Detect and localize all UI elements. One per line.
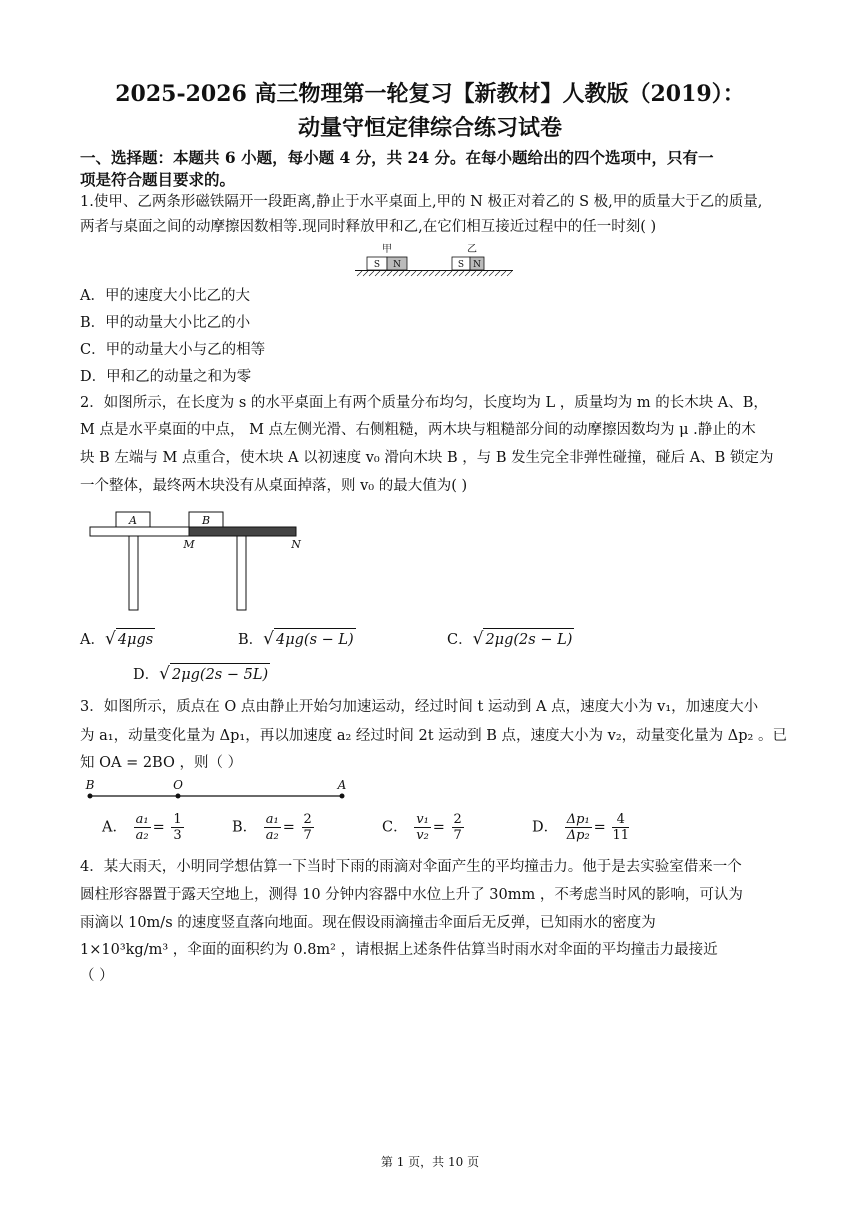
- q1-fig-label-jia: 甲: [382, 244, 392, 255]
- q4-line5: （ ）: [80, 968, 114, 984]
- doc-title-line1: 2025-2026 高三物理第一轮复习【新教材】人教版（2019）：: [115, 81, 745, 107]
- q1-option-d: D．甲和乙的动量之和为零: [80, 369, 252, 385]
- section-heading-line1: 一、选择题：本题共 6 小题，每小题 4 分，共 24 分。在每小题给出的四个选项中，只有一: [80, 148, 714, 167]
- svg-text:A: A: [337, 778, 347, 792]
- page-footer: 第 1 页，共 10 页: [380, 1155, 480, 1169]
- svg-text:S: S: [373, 260, 381, 270]
- q1-line1: 1.使甲、乙两条形磁铁隔开一段距离,静止于水平桌面上,甲的 N 极正对着乙的 S 极,甲的质量大于乙的质量,: [80, 194, 763, 210]
- q2-line2: M 点是水平桌面的中点， M 点左侧光滑、右侧粗糙，两木块与粗糙部分间的动摩擦因数均为 μ .静止的木: [80, 422, 756, 438]
- q4-line1: 4．某大雨天，小明同学想估算一下当时下雨的雨滴对伞面产生的平均撞击力。他于是去实验室借来一个: [80, 859, 742, 875]
- q2-option-c: C．√ 2μg(2s − L): [447, 629, 573, 649]
- svg-text:S: S: [457, 260, 465, 270]
- svg-text:B: B: [201, 514, 211, 527]
- q3-point-b: [88, 794, 93, 799]
- q2-line4: 一个整体，最终两木块没有从桌面掉落，则 v₀ 的最大值为( ): [80, 478, 468, 494]
- q2-line3: 块 B 左端与 M 点重合，使木块 A 以初速度 v₀ 滑向木块 B ，与 B 发生完全非弹性碰撞，碰后 A、B 锁定为: [80, 450, 774, 466]
- q1-fig-label-yi: 乙: [467, 244, 477, 255]
- q3-option-c: C． $\frac{\text{v₁}}{\text{v₂}}$ = $\frac{2}{7}$: [382, 812, 462, 843]
- q2-table-figure: [88, 508, 308, 614]
- q4-line4: 1×10³kg/m³ ，伞面的面积约为 0.8m² ，请根据上述条件估算当时雨水对伞面的平均撞击力最接近: [80, 942, 718, 958]
- svg-text:A: A: [129, 514, 137, 527]
- q2-table-leg-right: [237, 536, 246, 610]
- section-heading-line2: 项是符合题目要求的。: [80, 170, 236, 189]
- q1-magnet-figure: [355, 240, 515, 280]
- svg-text:N: N: [393, 260, 401, 270]
- q2-option-a: A．√ 4μgs: [80, 629, 154, 649]
- q4-line2: 圆柱形容器置于露天空地上，测得 10 分钟内容器中水位上升了 30mm ，不考虑当时风的影响，可认为: [80, 887, 743, 903]
- q4-line3: 雨滴以 10m/s 的速度竖直落向地面。现在假设雨滴撞击伞面后无反弹，已知雨水的密度为: [80, 915, 656, 931]
- q3-point-a: [340, 794, 345, 799]
- svg-text:B: B: [85, 778, 95, 792]
- q1-option-c: C．甲的动量大小与乙的相等: [80, 342, 266, 358]
- q2-option-d: D．√ 2μg(2s − 5L): [133, 664, 269, 684]
- svg-text:O: O: [173, 778, 183, 792]
- q3-option-b: B． $\frac{\text{a₁}}{\text{a₂}}$ = $\frac{2}{7}$: [232, 812, 312, 843]
- q3-line1: 3．如图所示，质点在 O 点由静止开始匀加速运动，经过时间 t 运动到 A 点，速度大小为 v₁，加速度大小: [80, 699, 759, 715]
- q1-option-b: B．甲的动量大小比乙的小: [80, 315, 251, 331]
- svg-text:M: M: [183, 538, 195, 551]
- q3-line-figure: [82, 775, 352, 805]
- q3-option-a: A． $\frac{\text{a₁}}{\text{a₂}}$ = $\frac{1}{3}$: [102, 812, 182, 843]
- svg-text:N: N: [473, 260, 481, 270]
- q2-table-leg-left: [129, 536, 138, 610]
- q2-option-b: B．√ 4μg(s − L): [238, 629, 354, 649]
- svg-text:N: N: [291, 538, 301, 551]
- q3-line3: 知 OA = 2BO ，则（ ）: [80, 755, 243, 771]
- q2-table-rough: [189, 527, 296, 536]
- q1-option-a: A．甲的速度大小比乙的大: [80, 288, 250, 304]
- q3-line2: 为 a₁，动量变化量为 Δp₁，再以加速度 a₂ 经过时间 2t 运动到 B 点，速度大小为 v₂，动量变化量为 Δp₂ 。已: [80, 728, 787, 744]
- q3-option-d: D． $\frac{\text{Δp₁}}{\text{Δp₂}}$ = $\frac{4}{11}$: [532, 812, 629, 843]
- q1-table-hatching: [357, 271, 512, 276]
- q3-point-o: [176, 794, 181, 799]
- doc-title-line2: 动量守恒定律综合练习试卷: [297, 115, 562, 141]
- q2-table-smooth: [90, 527, 189, 536]
- q1-line2: 两者与桌面之间的动摩擦因数相等.现同时释放甲和乙,在它们相互接近过程中的任一时刻( ): [80, 219, 657, 235]
- q2-line1: 2．如图所示，在长度为 s 的水平桌面上有两个质量分布均匀，长度均为 L ，质量均为 m 的长木块 A、B，: [80, 395, 768, 411]
